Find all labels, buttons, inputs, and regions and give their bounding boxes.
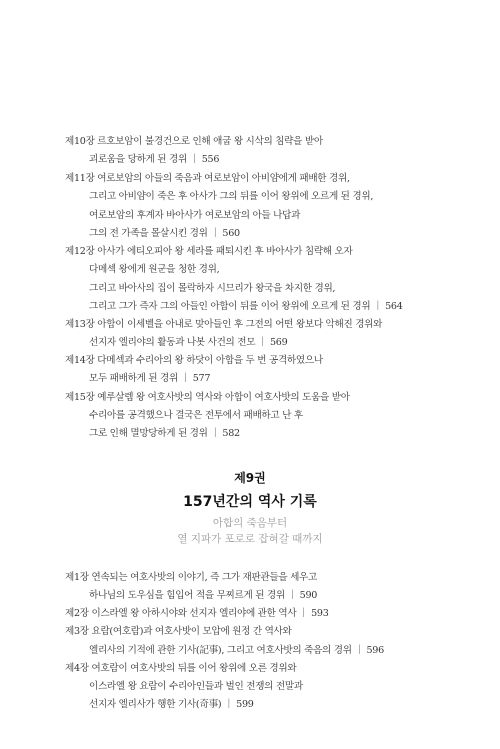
toc-entry-chapter-12: 제12장 아사가 에티오피아 왕 세라를 패퇴시킨 후 바아사가 침략해 오자 (65, 246, 353, 257)
toc-entry-continuation: 그리고 그가 즉자 그의 아들인 아합이 뒤를 이어 왕위에 오르게 된 경위 ｜ 564 (89, 301, 403, 312)
toc-entry-continuation: 선지자 엘리사가 행한 기사(奇事) ｜ 599 (89, 699, 254, 710)
volume-subtitle: 아합의 죽음부터 (212, 517, 288, 529)
toc-entry-continuation: 여로보암의 후계자 바아사가 여로보암의 아들 나답과 (89, 210, 301, 221)
toc-entry-chapter-11: 제11장 여로보암의 아들의 죽음과 여로보암이 아비얌에게 패배한 경위, (65, 173, 350, 184)
volume-title: 157년간의 역사 기록 (183, 494, 317, 510)
toc-entry-chapter-10: 제10장 르호보암이 불경건으로 인해 애굽 왕 시삭의 침략을 받아 (65, 136, 323, 147)
toc-entry-chapter-4: 제4장 여호람이 여호사밧의 뒤를 이어 왕위에 오른 경위와 (65, 663, 297, 674)
toc-entry-chapter-15: 제15장 예루살렘 왕 여호사밧의 역사와 아합이 여호사밧의 도움을 받아 (65, 392, 350, 403)
toc-entry-continuation: 하나님의 도우심을 힘입어 적을 무찌르게 된 경위 ｜ 590 (89, 590, 318, 601)
toc-entry-continuation: 엘리사의 기적에 관한 기사(記事), 그리고 여호사밧의 죽음의 경위 ｜ 596 (89, 645, 384, 656)
toc-entry-chapter-3: 제3장 요람(여호람)과 여호사밧이 모압에 원정 간 역사와 (65, 626, 292, 637)
volume-subtitle: 열 지파가 포로로 잡혀갈 때까지 (177, 533, 323, 545)
volume-heading: 제9권 (234, 471, 266, 485)
toc-entry-continuation: 그리고 바아사의 집이 몰락하자 시므리가 왕국을 차지한 경위, (89, 283, 336, 294)
toc-entry-continuation: 다메섹 왕에게 원군을 청한 경위, (89, 264, 220, 275)
toc-entry-chapter-14: 제14장 다메섹과 수리아의 왕 하닷이 아합을 두 번 공격하였으나 (65, 355, 323, 366)
toc-entry-chapter-2: 제2장 이스라엘 왕 아하시야와 선지자 엘리야에 관한 역사 ｜ 593 (65, 608, 329, 619)
toc-entry-continuation: 괴로움을 당하게 된 경위 ｜ 556 (89, 154, 220, 165)
toc-entry-chapter-1: 제1장 연속되는 여호사밧의 이야기, 즉 그가 재판관들을 세우고 (65, 572, 317, 583)
toc-entry-continuation: 수리아를 공격했으나 결국은 전투에서 패배하고 난 후 (89, 410, 303, 421)
toc-entry-continuation: 그의 전 가족을 몰살시킨 경위 ｜ 560 (89, 228, 240, 239)
toc-entry-continuation: 그로 인해 멸망당하게 된 경위 ｜ 582 (89, 428, 240, 439)
toc-entry-continuation: 이스라엘 왕 요람이 수리아인들과 벌인 전쟁의 전말과 (89, 681, 303, 692)
toc-entry-continuation: 모두 패배하게 된 경위 ｜ 577 (89, 373, 211, 384)
toc-entry-continuation: 그리고 아비얌이 죽은 후 아사가 그의 뒤를 이어 왕위에 오르게 된 경위, (89, 191, 374, 202)
toc-entry-chapter-13: 제13장 아합이 이세벨을 아내로 맞아들인 후 그전의 어떤 왕보다 악해진 경위와 (65, 319, 383, 330)
toc-entry-continuation: 선지자 엘리야의 활동과 나봇 사건의 전모 ｜ 569 (89, 337, 288, 348)
